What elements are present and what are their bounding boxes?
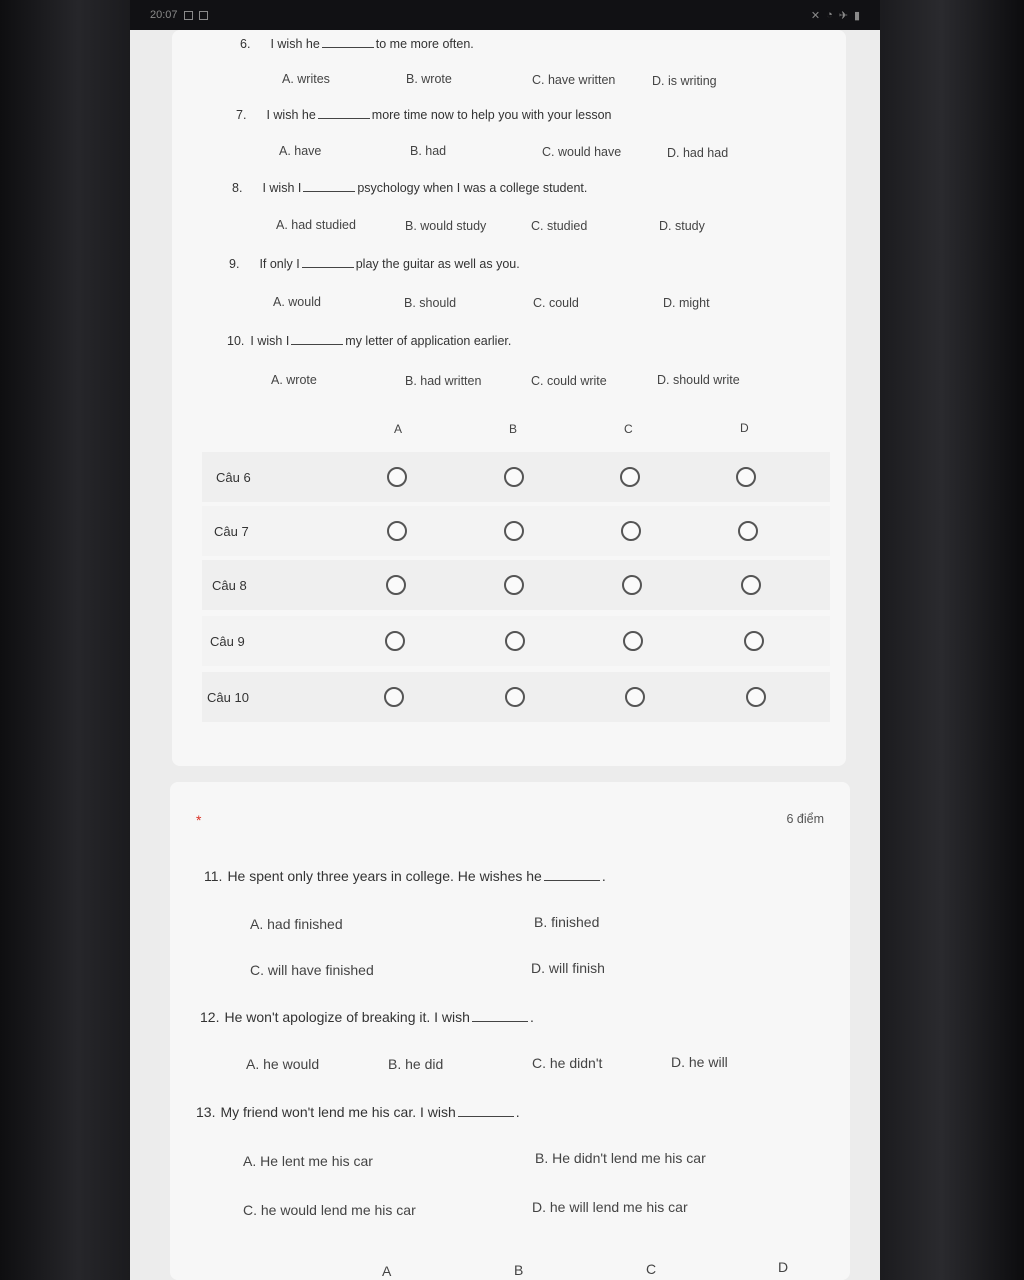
- radio-cau6-c[interactable]: [620, 467, 640, 487]
- option: A. he would: [246, 1056, 320, 1072]
- airplane-icon: ✈: [838, 9, 848, 22]
- radio-cau9-d[interactable]: [744, 631, 764, 651]
- question-card-6-10: [172, 30, 846, 766]
- grid-column-b: B: [514, 1262, 524, 1278]
- radio-cau6-a[interactable]: [387, 467, 407, 487]
- option: A. had studied: [276, 218, 356, 232]
- option: C. he would lend me his car: [243, 1202, 416, 1218]
- radio-cau8-b[interactable]: [504, 575, 524, 595]
- option: A. wrote: [271, 373, 317, 387]
- option: A. writes: [282, 72, 330, 86]
- question-8: 8. I wish I psychology when I was a college student.: [232, 181, 588, 195]
- radio-cau6-b[interactable]: [504, 467, 524, 487]
- option: C. have written: [532, 73, 616, 87]
- option: D. study: [659, 219, 705, 233]
- radio-cau6-d[interactable]: [736, 467, 756, 487]
- option: C. could: [533, 296, 579, 310]
- grid-row-label: Câu 10: [207, 689, 249, 705]
- wifi-icon: ◔: [826, 9, 833, 21]
- grid-row-label: Câu 6: [216, 469, 251, 485]
- screenshot-icon: [199, 11, 208, 20]
- option: D. is writing: [652, 74, 717, 88]
- grid-column-c: C: [624, 422, 633, 436]
- device-bezel-left: [0, 0, 130, 1280]
- radio-cau7-d[interactable]: [738, 521, 758, 541]
- question-13: 13. My friend won't lend me his car. I wish .: [196, 1104, 520, 1120]
- option: B. finished: [534, 914, 600, 930]
- question-10: 10. I wish I my letter of application earlier.: [227, 334, 512, 348]
- required-mark: *: [196, 812, 202, 828]
- question-7: 7. I wish he more time now to help you with your lesson: [236, 108, 612, 122]
- option: D. had had: [667, 146, 729, 160]
- grid-column-b: B: [509, 422, 518, 436]
- radio-cau7-a[interactable]: [387, 521, 407, 541]
- radio-cau9-b[interactable]: [505, 631, 525, 651]
- option: B. wrote: [406, 72, 452, 86]
- option: B. He didn't lend me his car: [535, 1150, 706, 1166]
- grid-column-d: D: [778, 1259, 789, 1275]
- grid-row-cau-8: [202, 560, 830, 610]
- radio-cau10-d[interactable]: [746, 687, 766, 707]
- grid-column-d: D: [740, 421, 749, 435]
- radio-cau9-a[interactable]: [385, 631, 405, 651]
- option: B. should: [404, 296, 457, 310]
- option: D. might: [663, 296, 710, 310]
- radio-cau10-a[interactable]: [384, 687, 404, 707]
- option: C. will have finished: [250, 962, 374, 978]
- option: C. studied: [531, 219, 588, 233]
- option: D. he will lend me his car: [532, 1199, 688, 1215]
- option: A. would: [273, 295, 321, 309]
- radio-cau7-b[interactable]: [504, 521, 524, 541]
- mute-icon: ✕: [810, 9, 821, 22]
- grid-row-label: Câu 7: [214, 523, 249, 539]
- radio-cau8-a[interactable]: [386, 575, 406, 595]
- grid-column-c: C: [646, 1261, 657, 1277]
- form-screen: [130, 30, 880, 1280]
- radio-cau8-d[interactable]: [741, 575, 761, 595]
- radio-cau10-b[interactable]: [505, 687, 525, 707]
- grid-row-label: Câu 8: [212, 577, 247, 593]
- option: B. had written: [405, 374, 482, 388]
- radio-cau9-c[interactable]: [623, 631, 643, 651]
- option: B. had: [410, 144, 447, 158]
- question-6: 6. I wish he to me more often.: [240, 37, 474, 51]
- battery-icon: ▮: [853, 9, 860, 22]
- grid-column-a: A: [394, 422, 403, 436]
- option: D. will finish: [531, 960, 605, 976]
- grid-column-a: A: [382, 1263, 392, 1279]
- device-bezel-right: [874, 0, 1024, 1280]
- option: C. he didn't: [532, 1055, 603, 1071]
- gallery-icon: [184, 11, 193, 20]
- status-time: 20:07: [150, 9, 178, 21]
- question-11: 11. He spent only three years in college. He wishes he .: [204, 868, 606, 884]
- grid-row-cau-10: [202, 672, 830, 722]
- question-12: 12. He won't apologize of breaking it. I wish .: [200, 1009, 534, 1025]
- points-label: 6 điểm: [786, 812, 824, 826]
- question-card-11-13: [170, 782, 850, 1280]
- option: C. would have: [542, 145, 622, 159]
- radio-cau8-c[interactable]: [622, 575, 642, 595]
- grid-row-label: Câu 9: [210, 633, 245, 649]
- grid-row-cau-7: [202, 506, 830, 556]
- question-9: 9. If only I play the guitar as well as you.: [229, 257, 520, 271]
- option: A. had finished: [250, 916, 343, 932]
- grid-row-cau-6: [202, 452, 830, 502]
- status-bar: [130, 0, 880, 30]
- radio-cau7-c[interactable]: [621, 521, 641, 541]
- grid-row-cau-9: [202, 616, 830, 666]
- option: A. He lent me his car: [243, 1153, 373, 1169]
- option: C. could write: [531, 374, 607, 388]
- option: B. he did: [388, 1056, 444, 1072]
- option: B. would study: [405, 219, 487, 233]
- option: D. he will: [671, 1054, 728, 1070]
- option: D. should write: [657, 373, 740, 387]
- radio-cau10-c[interactable]: [625, 687, 645, 707]
- option: A. have: [279, 144, 322, 158]
